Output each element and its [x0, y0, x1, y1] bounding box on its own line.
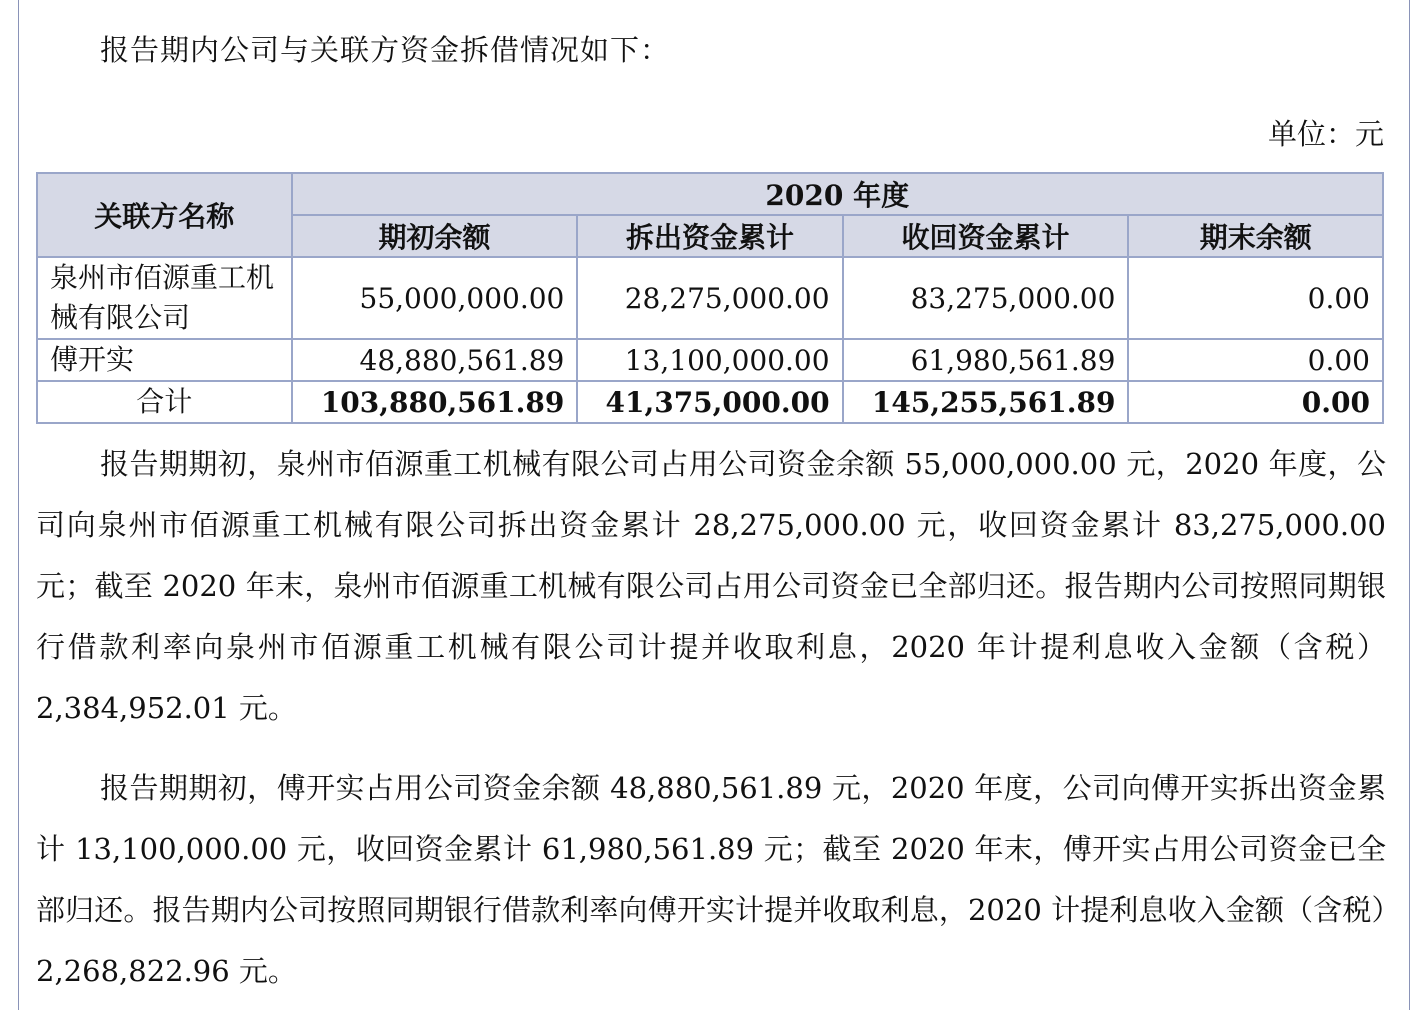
page-border-left [18, 0, 19, 1010]
row-opening-balance: 55,000,000.00 [292, 257, 578, 339]
row-name: 泉州市佰源重工机械有限公司 [37, 257, 292, 339]
header-lent-cumulative: 拆出资金累计 [577, 215, 842, 257]
total-closing-balance: 0.00 [1128, 381, 1383, 423]
total-label: 合计 [37, 381, 292, 423]
row-closing-balance: 0.00 [1128, 339, 1383, 381]
row-closing-balance: 0.00 [1128, 257, 1383, 339]
paragraph-fu-kaishi: 报告期期初，傅开实占用公司资金余额 48,880,561.89 元，2020 年度，公司向傅开实拆出资金累计 13,100,000.00 元，收回资金累计 61,980,561.89 元；截至 2020 年末，傅开实占用公司资金已全部归还。报告期内公司按照同期银行借款利率向傅开实计提并收取利息，2020 计提利息收入金额（含税）2,268,822.96 元。 [36, 771, 1386, 988]
header-opening-balance: 期初余额 [292, 215, 578, 257]
row-lent-cumulative: 28,275,000.00 [577, 257, 842, 339]
header-closing-balance: 期末余额 [1128, 215, 1383, 257]
header-year: 2020 年度 [292, 173, 1383, 215]
row-recovered-cumulative: 61,980,561.89 [843, 339, 1129, 381]
table-total-row [37, 381, 1383, 423]
total-recovered-cumulative: 145,255,561.89 [843, 381, 1129, 423]
paragraph-baiyuan: 报告期期初，泉州市佰源重工机械有限公司占用公司资金余额 55,000,000.00 元，2020 年度，公司向泉州市佰源重工机械有限公司拆出资金累计 28,275,000.00 元，收回资金累计 83,275,000.00 元；截至 2020 年末，泉州市佰源重工机械有限公司占用公司资金已全部归还。报告期内公司按照同期银行借款利率向泉州市佰源重工机械有限公司计提并收取利息，2020 年计提利息收入金额（含税）2,384,952.01 元。 [36, 447, 1386, 725]
total-lent-cumulative: 41,375,000.00 [577, 381, 842, 423]
table-header-row [37, 173, 1383, 215]
row-lent-cumulative: 13,100,000.00 [577, 339, 842, 381]
intro-text: 报告期内公司与关联方资金拆借情况如下： [100, 33, 671, 67]
related-party-funds-table [36, 172, 1384, 424]
table-row [37, 257, 1383, 339]
table-row [37, 339, 1383, 381]
row-recovered-cumulative: 83,275,000.00 [843, 257, 1129, 339]
header-related-party-name: 关联方名称 [37, 173, 292, 257]
unit-label: 单位：元 [1267, 117, 1384, 151]
row-opening-balance: 48,880,561.89 [292, 339, 578, 381]
page-border-right [1409, 0, 1410, 1010]
total-opening-balance: 103,880,561.89 [292, 381, 578, 423]
row-name: 傅开实 [37, 339, 292, 381]
header-recovered-cumulative: 收回资金累计 [843, 215, 1129, 257]
